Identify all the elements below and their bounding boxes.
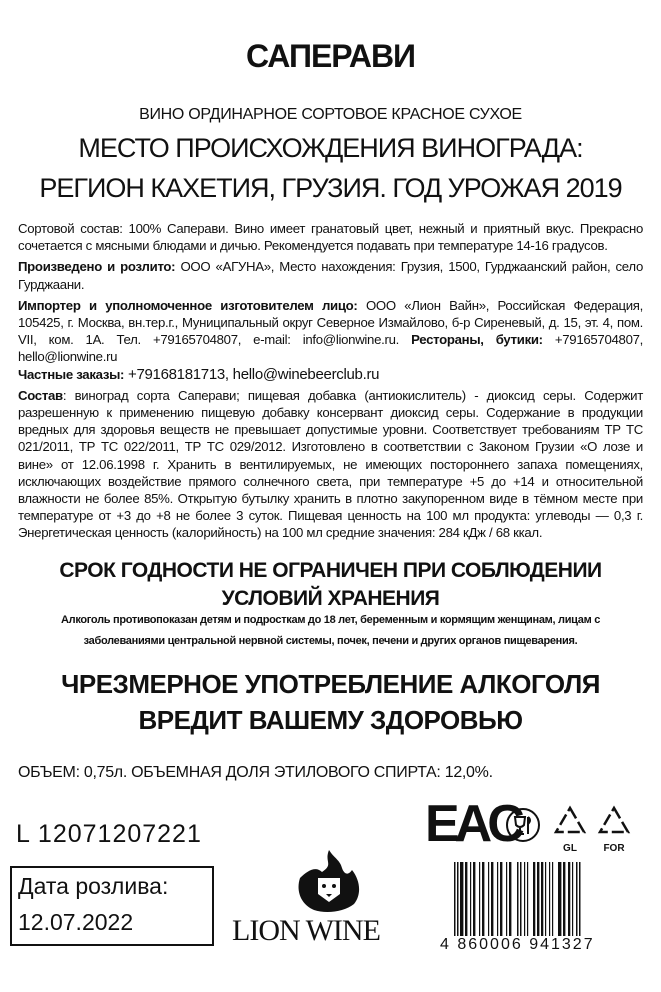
importer-info: Импортер и уполномоченное изготовителем лицо: ООО «Лион Вайн», Российская Федерация, 105425, г. Москва, вн.тер.г., Муниципальный округ Северное Измайлово, б-р Сиреневый, д. 15, эт. 4, пом. VII, ком. 1А. Тел. +79165704807, e-mail: info@lionwine.ru. Рестораны, бутики: +79165704807, hello@lionwine.ru: [18, 297, 644, 365]
lot-number: L 12071207221: [16, 820, 202, 848]
bottling-date-box: [10, 866, 214, 946]
eac-mark: EAC: [425, 795, 520, 853]
barcode-bar: [558, 862, 561, 938]
barcode-bar: [482, 862, 484, 938]
barcode-bar: [524, 862, 525, 938]
private-orders: Частные заказы: +79168181713, hello@winebeerclub.ru: [18, 365, 380, 383]
recycle-icon: [550, 804, 590, 838]
shelf-life-notice: СРОК ГОДНОСТИ НЕ ОГРАНИЧЕН ПРИ СОБЛЮДЕНИИ УСЛОВИЙ ХРАНЕНИЯ: [59, 559, 602, 610]
lion-flame-icon: [294, 848, 364, 914]
origin-line-2: РЕГИОН КАХЕТИЯ, ГРУЗИЯ. ГОД УРОЖАЯ 2019: [39, 173, 622, 203]
barcode-bar: [563, 862, 565, 938]
barcode-bar: [541, 862, 543, 938]
barcode-bar: [545, 862, 546, 938]
barcode-bar: [500, 862, 502, 938]
barcode-bar: [537, 862, 539, 938]
recycle-for: FOR: [594, 804, 634, 854]
barcode-bar: [465, 862, 467, 938]
barcode: [440, 862, 635, 954]
barcode-bar: [479, 862, 480, 938]
bottling-date: 12.07.2022: [18, 909, 134, 935]
bottling-label: Дата розлива:: [18, 873, 169, 899]
food-safe-icon: [504, 806, 542, 844]
health-warning: ЧРЕЗМЕРНОЕ УПОТРЕБЛЕНИЕ АЛКОГОЛЯ ВРЕДИТ ВАШЕМУ ЗДОРОВЬЮ: [61, 669, 600, 735]
composition-info: Состав: виноград сорта Саперави; пищевая добавка (антиокислитель) - диоксид серы. Содержит разрешенную к применению пищевую добавку консервант диоксид серы. Содержание в продукции вредных для здоровья веществ не превышает допустимые уровни. Соответствует требованиям ТР ТС 021/2011, ТР ТС 022/2011, ТР ТС 029/2012. Изготовлено в соответствии с Законом Грузии «О лозе и вине» от 12.06.1998 г. Хранить в вентилируемых, не имеющих постороннего запаха помещениях, исключающих воздействие прямого солнечного света, при температуре +5 до +14 и относительной влажности не более 85%. Открытую бутылку хранить в плотно закупоренном виде в тёмном месте при температуре от +3 до +8 не более 3 суток. Пищевая ценность на 100 мл продукта: углеводы — 0,3 г. Энергетическая ценность (калорийность) на 100 мл средние значения: 284 кДж / 68 ккал.: [18, 387, 643, 541]
barcode-bar: [527, 862, 528, 938]
barcode-bar: [549, 862, 550, 938]
product-title: САПЕРАВИ: [245, 38, 416, 74]
recycle-icon: [594, 804, 634, 838]
contraindications: Алкоголь противопоказан детям и подросткам до 18 лет, беременным и кормящим женщинам, лицам с заболеваниями центральной нервной системы, почек, печени и других органов пищеварения.: [60, 614, 601, 647]
barcode-bar: [533, 862, 535, 938]
barcode-bar: [470, 862, 471, 938]
barcode-bar: [497, 862, 498, 938]
barcode-bar: [572, 862, 573, 938]
barcode-bar: [473, 862, 475, 938]
barcode-bar: [506, 862, 507, 938]
barcode-bar: [460, 862, 463, 938]
recycle-gl: GL: [550, 804, 590, 854]
volume-abv: ОБЪЕМ: 0,75л. ОБЪЕМНАЯ ДОЛЯ ЭТИЛОВОГО СПИРТА: 12,0%.: [18, 764, 493, 781]
origin-line-1: МЕСТО ПРОИСХОЖДЕНИЯ ВИНОГРАДА:: [78, 133, 583, 163]
barcode-bar: [568, 862, 570, 938]
producer-info: Произведено и розлито: ООО «АГУНА», Место нахождения: Грузия, 1500, Гурджаанский район, село Гурджаани.: [18, 259, 643, 292]
barcode-number: 4 860006 941327: [440, 936, 595, 953]
barcode-bar: [552, 862, 553, 938]
description-block: [18, 220, 643, 542]
varietal-description: Сортовой состав: 100% Саперави. Вино имеет гранатовый цвет, нежный и приятный вкус. Прекрасно сочетается с мясными блюдами и дичью. Рекомендуется подавать при температуре 14-16 градусов.: [18, 221, 643, 254]
brand-name: LION WINE: [232, 914, 380, 947]
lion-wine-logo: [232, 848, 432, 948]
barcode-bar: [491, 862, 493, 938]
wine-type: ВИНО ОРДИНАРНОЕ СОРТОВОЕ КРАСНОЕ СУХОЕ: [139, 106, 522, 123]
barcode-bar: [509, 862, 511, 938]
barcode-bar: [488, 862, 489, 938]
